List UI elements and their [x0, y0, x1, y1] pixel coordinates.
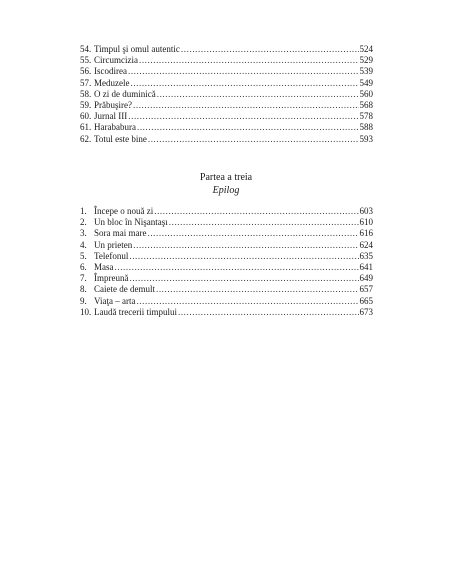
toc-entry-title: Jurnal III [94, 111, 128, 122]
toc-entry-page: 603 [359, 206, 373, 216]
toc-entry-number: 2. [80, 217, 87, 228]
toc-entry-title: Sora mai mare [94, 228, 147, 239]
toc-entry[interactable] [80, 89, 373, 100]
toc-entry[interactable] [80, 262, 373, 273]
toc-entry[interactable] [80, 217, 373, 228]
dot-leader [157, 89, 359, 100]
toc-entry-number: 62. [80, 133, 92, 144]
dot-leader [136, 296, 358, 307]
toc-entry-number: 55. [80, 55, 92, 66]
dot-leader [178, 307, 359, 318]
toc-entry-page: 616 [359, 228, 373, 239]
toc-entry[interactable] [80, 284, 373, 295]
toc-entry[interactable] [80, 307, 373, 318]
toc-entry-page: 529 [359, 55, 373, 66]
toc-entry-number: 7. [80, 273, 87, 284]
toc-entry-title: Laudă trecerii timpului [94, 306, 177, 317]
toc-entry-page: 624 [359, 239, 373, 250]
dot-leader [181, 44, 359, 55]
dot-leader [147, 228, 358, 239]
dot-leader [169, 217, 359, 228]
toc-entry[interactable] [80, 296, 373, 307]
toc-entry-number: 4. [80, 239, 87, 250]
toc-entry-page: 665 [359, 295, 373, 306]
toc-entry-title: Harababura [94, 122, 136, 133]
toc-entry-page: 635 [359, 250, 373, 261]
toc-entry[interactable] [80, 44, 373, 55]
toc-entry-title: Masa [94, 261, 114, 272]
toc-entry-page: 673 [359, 306, 373, 317]
toc-entry-number: 56. [80, 66, 92, 77]
part-subheading: Epilog [212, 185, 240, 196]
toc-entry-title: Caiete de demult [94, 284, 155, 295]
toc-entry-page: 539 [359, 66, 373, 77]
toc-entry-number: 1. [80, 206, 87, 216]
dot-leader [128, 111, 358, 122]
toc-entry[interactable] [80, 251, 373, 262]
toc-entry-title: Timpul şi omul autentic [94, 44, 180, 54]
toc-entry[interactable] [80, 206, 373, 217]
toc-entry-title: Împreună [94, 273, 129, 284]
toc-entry-number: 61. [80, 122, 92, 133]
toc-entry-page: 610 [359, 217, 373, 228]
toc-entry-number: 9. [80, 295, 87, 306]
toc-entry-number: 10. [80, 306, 92, 317]
toc-entry[interactable] [80, 273, 373, 284]
toc-entry-title: Circumcizia [94, 55, 138, 66]
toc-entry-page: 593 [359, 133, 373, 144]
toc-entry-number: 3. [80, 228, 87, 239]
dot-leader [130, 78, 358, 89]
toc-entry-page: 588 [359, 122, 373, 133]
toc-entry-page: 649 [359, 273, 373, 284]
toc-entry[interactable] [80, 100, 373, 111]
toc-entry-title: Începe o nouă zi [94, 206, 154, 216]
toc-entry-number: 58. [80, 88, 92, 99]
toc-list-part-two-end [80, 44, 373, 145]
dot-leader [133, 240, 358, 251]
toc-entry[interactable] [80, 122, 373, 133]
dot-leader [129, 273, 358, 284]
toc-entry-page: 641 [359, 261, 373, 272]
dot-leader [137, 122, 359, 133]
toc-entry[interactable] [80, 66, 373, 77]
toc-entry-title: Meduzele [94, 77, 130, 88]
toc-entry[interactable] [80, 55, 373, 66]
toc-entry-title: Un prieten [94, 239, 133, 250]
toc-entry-number: 54. [80, 44, 92, 54]
dot-leader [128, 66, 359, 77]
toc-entry-title: Viaţa – arta [94, 295, 136, 306]
toc-entry[interactable] [80, 78, 373, 89]
toc-entry-title: Iscodirea [94, 66, 127, 77]
toc-entry-page: 578 [359, 111, 373, 122]
toc-entry[interactable] [80, 240, 373, 251]
toc-entry-title: Telefonul [94, 250, 129, 261]
dot-leader [115, 262, 359, 273]
dot-leader [139, 55, 359, 66]
toc-entry-number: 6. [80, 261, 87, 272]
toc-entry-title: Prăbuşire? [94, 99, 132, 110]
toc-entry-page: 560 [359, 88, 373, 99]
toc-entry-page: 568 [359, 99, 373, 110]
toc-entry-title: Un bloc în Nişantaşı [94, 217, 168, 228]
toc-entry-page: 524 [359, 44, 373, 54]
toc-entry-number: 8. [80, 284, 87, 295]
toc-entry-number: 59. [80, 99, 92, 110]
part-heading: Partea a treia [199, 172, 253, 183]
dot-leader [156, 284, 359, 295]
dot-leader [133, 100, 359, 111]
dot-leader [129, 251, 358, 262]
toc-entry-number: 5. [80, 250, 87, 261]
dot-leader [154, 206, 358, 217]
toc-entry-page: 657 [359, 284, 373, 295]
toc-entry[interactable] [80, 228, 373, 239]
toc-entry[interactable] [80, 111, 373, 122]
toc-entry-number: 60. [80, 111, 92, 122]
toc-entry[interactable] [80, 134, 373, 145]
toc-list-part-three [80, 206, 373, 318]
toc-entry-number: 57. [80, 77, 92, 88]
toc-entry-title: Totul este bine [94, 133, 147, 144]
toc-entry-page: 549 [359, 77, 373, 88]
dot-leader [148, 134, 359, 145]
toc-entry-title: O zi de duminică [94, 88, 156, 99]
